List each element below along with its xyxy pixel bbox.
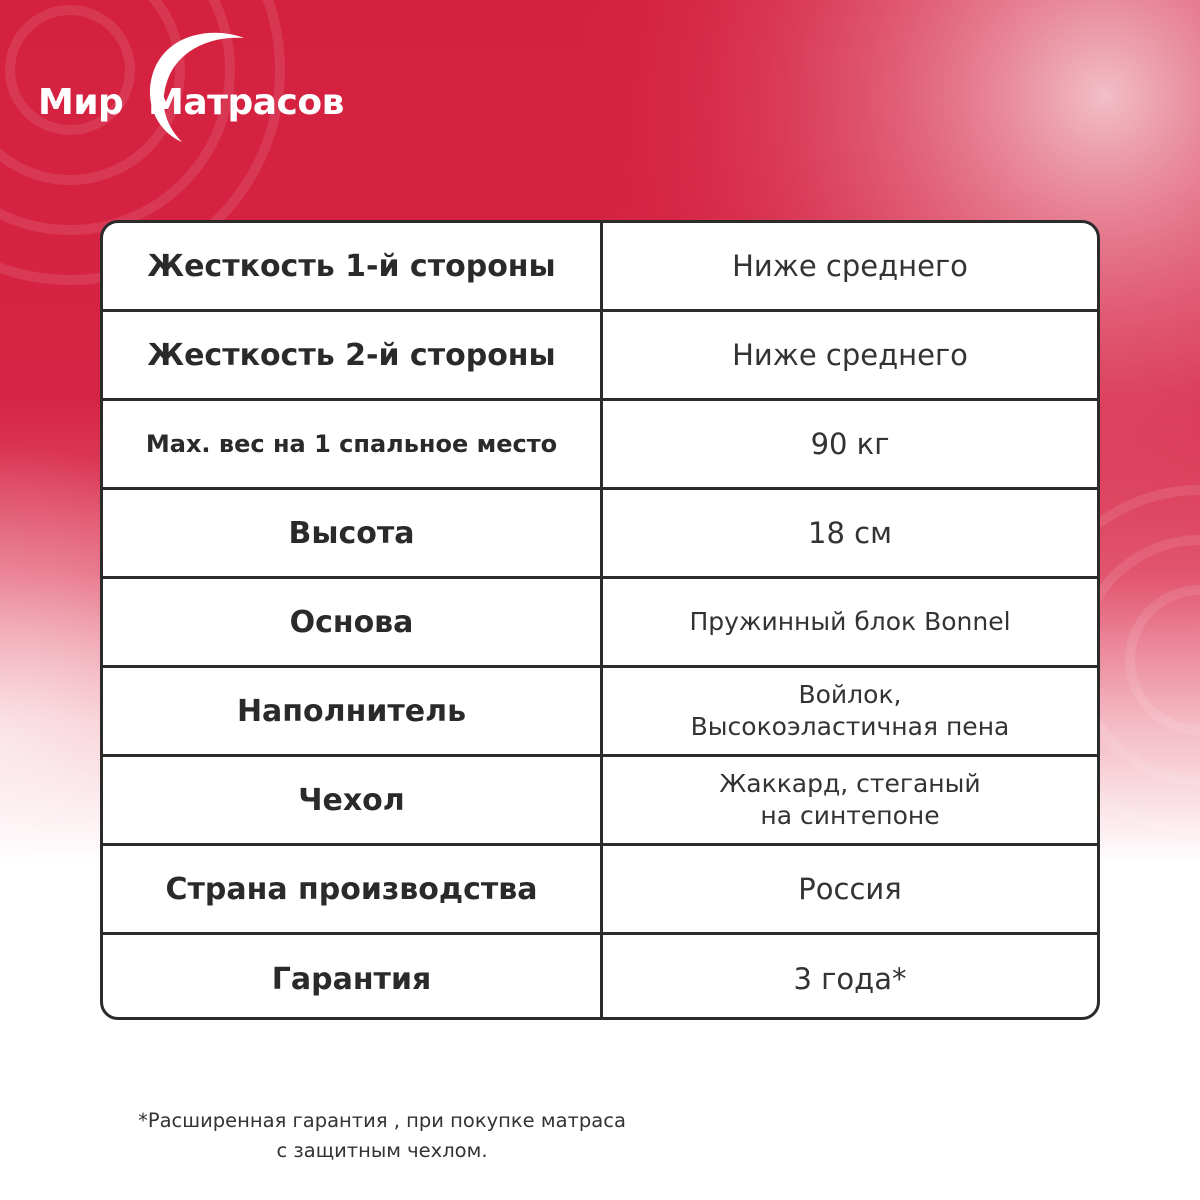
spec-row-height bbox=[103, 490, 1097, 579]
warranty-footnote bbox=[102, 1106, 662, 1166]
spec-row-firmness-side-2 bbox=[103, 312, 1097, 401]
spec-value bbox=[603, 846, 1097, 932]
spec-label: Чехол bbox=[103, 757, 603, 843]
spec-label: Страна производства bbox=[103, 846, 603, 932]
spec-value bbox=[603, 935, 1097, 1020]
footnote-line: *Расширенная гарантия , при покупке матраса bbox=[138, 1109, 626, 1132]
spec-value-line: Ниже среднего bbox=[732, 248, 968, 283]
spec-label: Высота bbox=[103, 490, 603, 576]
spec-label: Основа bbox=[103, 579, 603, 665]
spec-value bbox=[603, 757, 1097, 843]
spec-value bbox=[603, 401, 1097, 487]
spec-value-line: Войлок, bbox=[798, 679, 902, 709]
spec-value bbox=[603, 312, 1097, 398]
spec-row-cover bbox=[103, 757, 1097, 846]
spec-row-firmness-side-1 bbox=[103, 223, 1097, 312]
spec-value-line: Высокоэластичная пена bbox=[690, 712, 1010, 741]
spec-label: Max. вес на 1 спальное место bbox=[103, 401, 603, 487]
spec-value-line: Пружинный блок Bonnel bbox=[689, 607, 1011, 637]
spec-label: Жесткость 2-й стороны bbox=[103, 312, 603, 398]
spec-value-line: Ниже среднего bbox=[732, 337, 968, 372]
spec-label: Жесткость 1-й стороны bbox=[103, 223, 603, 309]
spec-value bbox=[603, 490, 1097, 576]
spec-value-line: 18 см bbox=[808, 515, 892, 550]
spec-value bbox=[603, 223, 1097, 309]
brand-logo bbox=[36, 24, 356, 154]
logo-word-matrasov: Матрасов bbox=[148, 82, 344, 123]
spec-label: Гарантия bbox=[103, 935, 603, 1020]
spec-value-line: Россия bbox=[798, 871, 902, 906]
spec-value-line: Жаккард, стеганый bbox=[719, 768, 981, 798]
spec-row-filler bbox=[103, 668, 1097, 757]
footnote-line: с защитным чехлом. bbox=[276, 1139, 488, 1162]
spec-value-line: 3 года* bbox=[793, 961, 907, 996]
spec-value bbox=[603, 668, 1097, 754]
spec-row-country bbox=[103, 846, 1097, 935]
spec-row-max-weight bbox=[103, 401, 1097, 490]
spec-table bbox=[100, 220, 1100, 1020]
spec-value-line: 90 кг bbox=[810, 426, 890, 461]
spec-value-line: на синтепоне bbox=[760, 801, 940, 830]
spec-row-base bbox=[103, 579, 1097, 668]
spec-label: Наполнитель bbox=[103, 668, 603, 754]
logo-word-mir: Мир bbox=[38, 82, 124, 123]
spec-value bbox=[603, 579, 1097, 665]
spec-row-warranty bbox=[103, 935, 1097, 1020]
